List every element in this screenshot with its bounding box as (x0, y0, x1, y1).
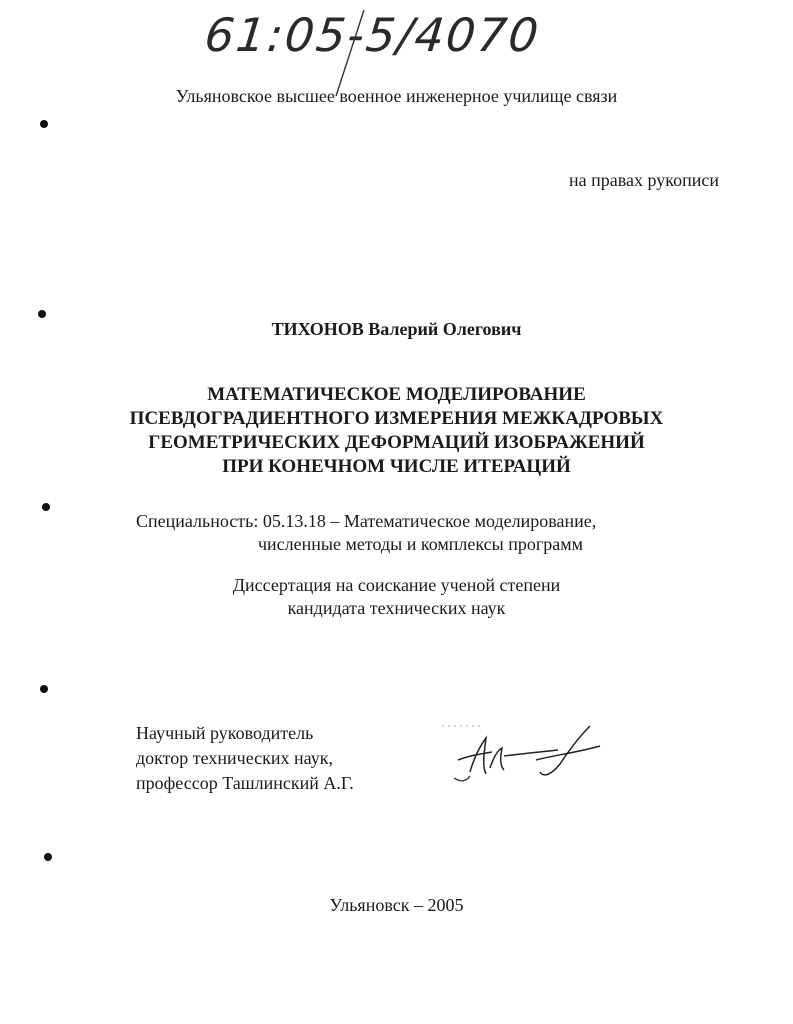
signature-image (440, 712, 610, 792)
pen-stroke-mark (330, 8, 370, 98)
binding-hole-mark (40, 685, 48, 693)
dissertation-line-2: кандидата технических наук (287, 598, 506, 618)
binding-hole-mark (40, 120, 48, 128)
title-line: ГЕОМЕТРИЧЕСКИХ ДЕФОРМАЦИЙ ИЗОБРАЖЕНИЙ (148, 432, 645, 453)
author-name: ТИХОНОВ Валерий Олегович (271, 319, 522, 339)
institution-name: Ульяновское высшее военное инженерное училище связи (175, 86, 618, 106)
title-line: ПРИ КОНЕЧНОМ ЧИСЛЕ ИТЕРАЦИЙ (222, 456, 571, 477)
rights-note: на правах рукописи (569, 170, 719, 190)
archive-code-handwritten: 61:05-5/4070 (202, 8, 543, 62)
binding-hole-mark (42, 503, 50, 511)
dissertation-line-1: Диссертация на соискание ученой степени (232, 575, 561, 595)
supervisor-degree: доктор технических наук, (136, 748, 333, 768)
supervisor-name: профессор Ташлинский А.Г. (136, 773, 354, 793)
title-line: ПСЕВДОГРАДИЕНТНОГО ИЗМЕРЕНИЯ МЕЖКАДРОВЫХ (129, 408, 664, 429)
binding-hole-mark (38, 310, 46, 318)
specialty-line-2: численные методы и комплексы программ (258, 534, 584, 554)
city-year: Ульяновск – 2005 (329, 895, 464, 915)
supervisor-role: Научный руководитель (136, 723, 314, 743)
title-line: МАТЕМАТИЧЕСКОЕ МОДЕЛИРОВАНИЕ (207, 384, 586, 405)
binding-hole-mark (44, 853, 52, 861)
thesis-title (0, 383, 793, 479)
specialty-line-1: Специальность: 05.13.18 – Математическое моделирование, (136, 511, 597, 531)
